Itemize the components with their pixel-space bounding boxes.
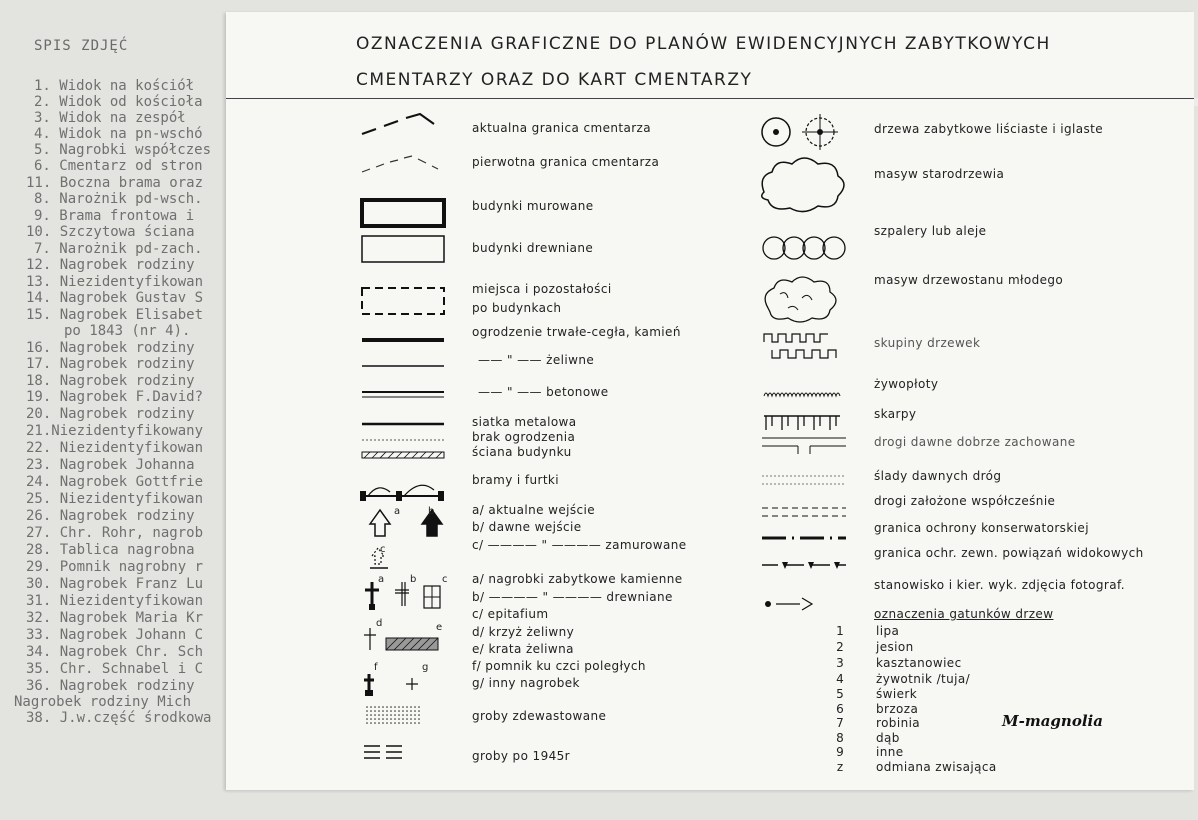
legend-label: f/ pomnik ku czci poległych: [472, 659, 646, 673]
legend-label: drzewa zabytkowe liściaste i iglaste: [874, 122, 1104, 136]
list-item: 29. Pomnik nagrobny r: [26, 559, 204, 575]
icon-letter: c: [442, 574, 448, 585]
legend-label: ogrodzenie trwałe-cegła, kamień: [472, 325, 681, 339]
legend-title-line2: CMENTARZY ORAZ DO KART CMENTARZY: [356, 70, 753, 90]
list-item: 28. Tablica nagrobna: [26, 542, 195, 558]
list-item: 1. Widok na kościół: [34, 78, 195, 94]
legend-label: drogi dawne dobrze zachowane: [874, 435, 1076, 449]
legend-label: budynki murowane: [472, 199, 594, 213]
list-item: 34. Nagrobek Chr. Sch: [26, 644, 204, 660]
species-name: jesion: [876, 640, 914, 654]
list-item: 7. Narożnik pd-zach.: [34, 241, 203, 257]
list-item: 23. Nagrobek Johanna: [26, 457, 195, 473]
list-item: 9. Brama frontowa i: [34, 208, 195, 224]
legend-label: —— " —— żeliwne: [478, 353, 595, 367]
legend-label: budynki drewniane: [472, 241, 594, 255]
list-item: 4. Widok na pn-wschó: [34, 126, 203, 142]
list-item: 25. Niezidentyfikowan: [26, 491, 204, 507]
grave-area-symbols: [362, 702, 452, 782]
legend-label: e/ krata żeliwna: [472, 642, 574, 656]
species-name: robinia: [876, 716, 921, 730]
list-item: 24. Nagrobek Gottfrie: [26, 474, 204, 490]
legend-label: a/ aktualne wejście: [472, 503, 596, 517]
legend-label: masyw starodrzewia: [874, 167, 1005, 181]
icon-letter: b: [428, 506, 435, 517]
species-code: 7: [836, 716, 844, 730]
species-name: lipa: [876, 624, 900, 638]
icon-letter: f: [374, 662, 378, 673]
legend-label: siatka metalowa: [472, 415, 577, 429]
list-item: 3. Widok na zespół: [34, 110, 186, 126]
grave-symbols: [362, 572, 462, 702]
list-item: 18. Nagrobek rodziny: [26, 373, 195, 389]
road-border-symbols: [758, 432, 858, 612]
list-item: Nagrobek rodziny Mich: [14, 694, 192, 710]
legend-label: b/ dawne wejście: [472, 520, 582, 534]
icon-letter: a: [394, 506, 401, 517]
list-item: 17. Nagrobek rodziny: [26, 356, 195, 372]
species-code: 5: [836, 687, 844, 701]
species-code: 8: [836, 731, 844, 745]
legend-label: żywopłoty: [874, 377, 939, 391]
legend-label: ślady dawnych dróg: [874, 469, 1002, 483]
list-item: 30. Nagrobek Franz Lu: [26, 576, 204, 592]
legend-label: aktualna granica cmentarza: [472, 121, 652, 135]
list-item: 11. Boczna brama oraz: [26, 175, 204, 191]
species-name: odmiana zwisająca: [876, 760, 997, 774]
photo-list-title: SPIS ZDJĘĆ: [34, 38, 129, 54]
legend-label: granica ochrony konserwatorskiej: [874, 521, 1089, 535]
legend-label: stanowisko i kier. wyk. zdjęcia fotograf.: [874, 578, 1125, 592]
list-item: 35. Chr. Schnabel i C: [26, 661, 204, 677]
list-item: 10. Szczytowa ściana: [26, 224, 195, 240]
icon-letter: a: [378, 574, 385, 585]
list-item: 20. Nagrobek rodziny: [26, 406, 195, 422]
species-name: inne: [876, 745, 904, 759]
list-item: 19. Nagrobek F.David?: [26, 389, 204, 405]
legend-label: szpalery lub aleje: [874, 224, 987, 238]
icon-letter: d: [376, 618, 383, 629]
species-code: 6: [836, 702, 844, 716]
legend-label: a/ nagrobki zabytkowe kamienne: [472, 572, 683, 586]
legend-label: drogi założone współcześnie: [874, 494, 1056, 508]
handwritten-note: M-magnolia: [1002, 712, 1103, 730]
list-item: po 1843 (nr 4).: [64, 323, 191, 339]
list-item: 38. J.w.część środkowa: [26, 710, 212, 726]
title-divider: [226, 98, 1194, 99]
legend-label: po budynkach: [472, 301, 562, 315]
list-item: 6. Cmentarz od stron: [34, 158, 203, 174]
list-item: 15. Nagrobek Elisabet: [26, 307, 204, 323]
legend-label: masyw drzewostanu młodego: [874, 273, 1064, 287]
species-header: oznaczenia gatunków drzew: [874, 607, 1054, 621]
species-name: świerk: [876, 687, 918, 701]
species-name: kasztanowiec: [876, 656, 962, 670]
icon-letter: e: [436, 622, 443, 633]
tree-symbols: [758, 112, 858, 362]
species-code: 4: [836, 672, 844, 686]
legend-label: ściana budynku: [472, 445, 572, 459]
legend-label: —— " —— betonowe: [478, 385, 609, 399]
icon-letter: b: [410, 574, 417, 585]
list-item: 16. Nagrobek rodziny: [26, 340, 195, 356]
legend-label: pierwotna granica cmentarza: [472, 155, 660, 169]
list-item: 5. Nagrobki współczes: [34, 142, 212, 158]
species-code: 9: [836, 745, 844, 759]
icon-letter: g: [422, 662, 429, 673]
species-code: 3: [836, 656, 844, 670]
legend-label: d/ krzyż żeliwny: [472, 625, 575, 639]
list-item: 14. Nagrobek Gustav S: [26, 290, 204, 306]
legend-label: skarpy: [874, 407, 917, 421]
list-item: 12. Nagrobek rodziny: [26, 257, 195, 273]
list-item: 26. Nagrobek rodziny: [26, 508, 195, 524]
list-item: 36. Nagrobek rodziny: [26, 678, 195, 694]
list-item: 2. Widok od kościoła: [34, 94, 203, 110]
list-item: 21.Niezidentyfikowany: [26, 423, 204, 439]
legend-label: groby zdewastowane: [472, 709, 607, 723]
species-name: brzoza: [876, 702, 919, 716]
species-name: żywotnik /tuja/: [876, 672, 971, 686]
legend-label: g/ inny nagrobek: [472, 676, 580, 690]
legend-label: granica ochr. zewn. powiązań widokowych: [874, 546, 1144, 560]
species-code: 2: [836, 640, 844, 654]
legend-label: b/ ———— " ———— drewniane: [472, 590, 673, 604]
list-item: 8. Narożnik pd-wsch.: [34, 191, 203, 207]
legend-label: c/ epitafium: [472, 607, 549, 621]
list-item: 33. Nagrobek Johann C: [26, 627, 204, 643]
legend-label: bramy i furtki: [472, 473, 560, 487]
legend-label: miejsca i pozostałości: [472, 282, 612, 296]
icon-letter: c: [380, 544, 386, 555]
legend-label: skupiny drzewek: [874, 336, 981, 350]
legend-label: brak ogrodzenia: [472, 430, 576, 444]
list-item: 27. Chr. Rohr, nagrob: [26, 525, 204, 541]
boundary-symbols: [358, 112, 448, 242]
legend-title-line1: OZNACZENIA GRAFICZNE DO PLANÓW EWIDENCYJNYCH ZABYTKOWYCH: [356, 34, 1051, 54]
list-item: 13. Niezidentyfikowan: [26, 274, 204, 290]
legend-label: c/ ———— " ———— zamurowane: [472, 538, 687, 552]
list-item: 31. Niezidentyfikowan: [26, 593, 204, 609]
legend-label: groby po 1945r: [472, 749, 571, 763]
list-item: 32. Nagrobek Maria Kr: [26, 610, 204, 626]
species-name: dąb: [876, 731, 900, 745]
species-code: 1: [836, 624, 844, 638]
list-item: 22. Niezidentyfikowan: [26, 440, 204, 456]
legend-sheet: [226, 12, 1194, 790]
species-code: z: [836, 760, 844, 774]
